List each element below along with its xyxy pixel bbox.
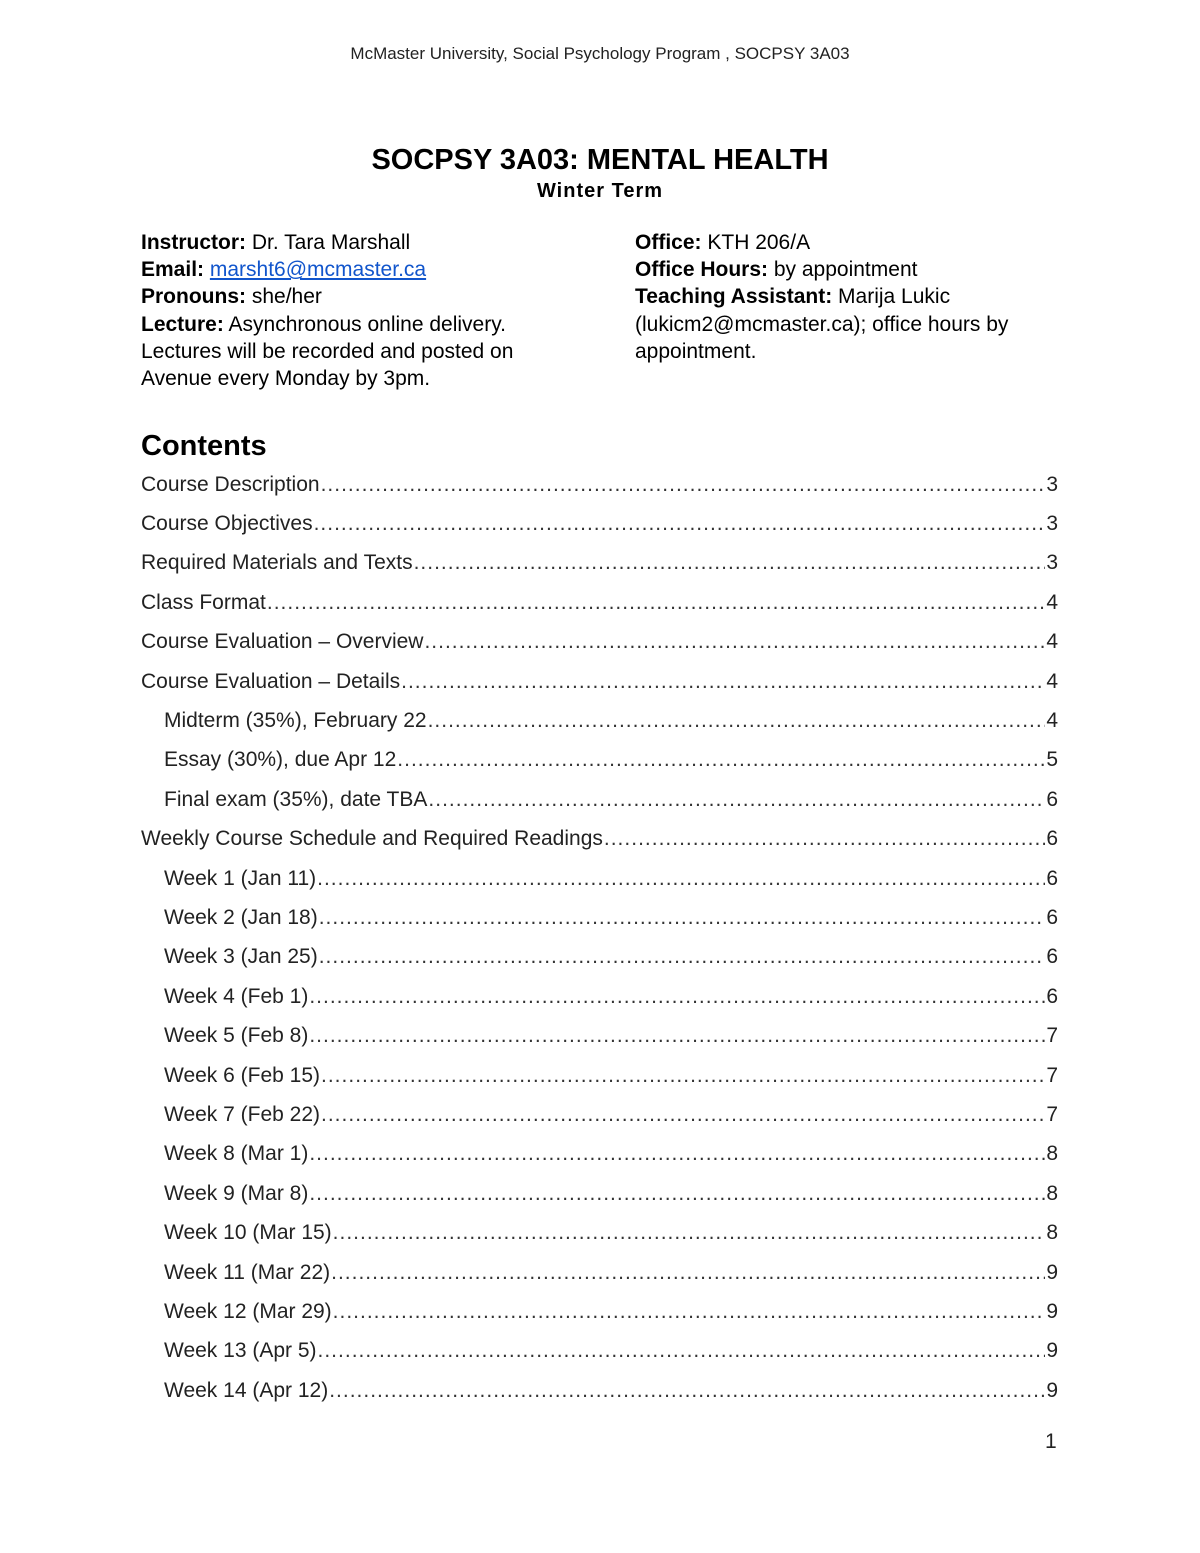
- toc-dot-leader: [309, 1024, 1045, 1048]
- pronouns-label: Pronouns:: [141, 285, 246, 309]
- toc-entry[interactable]: [141, 1135, 1058, 1174]
- email-link[interactable]: marsht6@mcmaster.ca: [209, 258, 427, 282]
- toc-entry-page: 3: [1046, 551, 1058, 575]
- toc-entry-title: Essay (30%), due Apr 12: [164, 748, 397, 772]
- toc-entry[interactable]: [141, 1174, 1058, 1213]
- toc-entry-title: Week 7 (Feb 22): [164, 1102, 321, 1126]
- toc-entry-title: Week 4 (Feb 1): [164, 984, 309, 1008]
- email-line: [141, 256, 581, 283]
- instructor-value: Dr. Tara Marshall: [251, 231, 411, 254]
- instructor-line: [141, 229, 581, 256]
- toc-entry-title: Required Materials and Texts: [141, 551, 413, 575]
- toc-entry-page: 4: [1046, 590, 1058, 614]
- toc-entry-page: 9: [1046, 1299, 1058, 1323]
- toc-entry[interactable]: [141, 741, 1058, 780]
- toc-entry-title: Week 9 (Mar 8): [164, 1181, 309, 1205]
- toc-dot-leader: [428, 709, 1046, 733]
- toc-entry-page: 4: [1046, 709, 1058, 733]
- toc-entry-title: Course Objectives: [141, 512, 313, 536]
- toc-entry-page: 3: [1046, 512, 1058, 536]
- toc-dot-leader: [309, 1182, 1045, 1206]
- toc-dot-leader: [604, 827, 1045, 851]
- toc-dot-leader: [319, 906, 1046, 930]
- page-number: 1: [1045, 1430, 1057, 1453]
- toc-entry-title: Week 12 (Mar 29): [164, 1299, 332, 1323]
- toc-dot-leader: [309, 1142, 1045, 1166]
- office-value: KTH 206/A: [707, 231, 811, 254]
- toc-dot-leader: [329, 1379, 1045, 1403]
- pronouns-value: she/her: [251, 285, 322, 309]
- toc-entry-title: Week 6 (Feb 15): [164, 1063, 321, 1087]
- toc-entry-title: Midterm (35%), February 22: [164, 709, 427, 733]
- toc-dot-leader: [319, 945, 1046, 969]
- toc-entry-title: Course Evaluation – Details: [141, 669, 401, 693]
- office-hours-line: [635, 256, 1075, 283]
- toc-dot-leader: [314, 512, 1046, 536]
- title-block: [0, 142, 1200, 204]
- toc-entry-title: Week 3 (Jan 25): [164, 945, 318, 969]
- office-label: Office:: [635, 231, 702, 254]
- toc-entry-page: 9: [1046, 1260, 1058, 1284]
- toc-entry-page: 7: [1046, 1024, 1058, 1048]
- lecture-value: Asynchronous online delivery.: [228, 312, 506, 336]
- toc-entry-page: 9: [1046, 1378, 1058, 1402]
- toc-entry-title: Weekly Course Schedule and Required Readings: [141, 827, 603, 851]
- toc-entry[interactable]: [141, 465, 1058, 504]
- toc-entry-page: 5: [1046, 748, 1058, 772]
- office-line: [635, 229, 1075, 256]
- toc-entry-page: 4: [1046, 630, 1058, 654]
- toc-entry[interactable]: [141, 859, 1058, 898]
- instructor-label: Instructor:: [141, 231, 246, 254]
- ta-value-line-3: appointment.: [635, 339, 757, 363]
- course-info-left: [141, 229, 581, 392]
- toc-entry-title: Week 13 (Apr 5): [164, 1339, 317, 1363]
- toc-entry-title: Week 5 (Feb 8): [164, 1024, 309, 1048]
- toc-entry-title: Final exam (35%), date TBA: [164, 787, 428, 811]
- toc-entry[interactable]: [141, 1371, 1058, 1410]
- toc-entry-page: 6: [1046, 787, 1058, 811]
- toc-entry[interactable]: [141, 662, 1058, 701]
- toc-dot-leader: [333, 1300, 1046, 1324]
- toc-entry[interactable]: [141, 1253, 1058, 1292]
- toc-entry-title: Week 1 (Jan 11): [164, 866, 317, 890]
- toc-entry[interactable]: [141, 820, 1058, 859]
- toc-entry[interactable]: [141, 1332, 1058, 1371]
- lecture-value-line-2: Lectures will be recorded and posted on: [141, 339, 514, 363]
- ta-label: Teaching Assistant:: [635, 285, 833, 309]
- toc-entry[interactable]: [141, 583, 1058, 622]
- toc-entry-title: Week 10 (Mar 15): [164, 1221, 332, 1245]
- ta-value: Marija Lukic: [838, 285, 951, 309]
- ta-line: [635, 283, 1075, 310]
- toc-entry-page: 8: [1046, 1142, 1058, 1166]
- toc-dot-leader: [317, 867, 1045, 891]
- toc-entry-page: 8: [1046, 1181, 1058, 1205]
- office-hours-value: by appointment: [773, 258, 918, 282]
- toc-dot-leader: [309, 985, 1045, 1009]
- toc-entry-page: 6: [1046, 984, 1058, 1008]
- toc-dot-leader: [414, 551, 1046, 575]
- toc-entry-title: Week 2 (Jan 18): [164, 905, 318, 929]
- toc-entry-page: 8: [1046, 1221, 1058, 1245]
- toc-entry[interactable]: [141, 1016, 1058, 1055]
- toc-dot-leader: [321, 1103, 1045, 1127]
- running-header: McMaster University, Social Psychology Program , SOCPSY 3A03: [350, 44, 850, 63]
- toc-entry-title: Week 11 (Mar 22): [164, 1260, 331, 1284]
- contents-heading: Contents: [141, 430, 267, 462]
- toc-entry-page: 6: [1046, 905, 1058, 929]
- page-subtitle: Winter Term: [536, 180, 664, 202]
- lecture-label: Lecture:: [141, 312, 224, 336]
- toc-entry-title: Course Description: [141, 472, 320, 496]
- toc-entry-page: 7: [1046, 1063, 1058, 1087]
- toc-entry-page: 9: [1046, 1339, 1058, 1363]
- toc-entry-title: Week 14 (Apr 12): [164, 1378, 329, 1402]
- toc-dot-leader: [428, 788, 1045, 812]
- toc-entry-page: 6: [1046, 945, 1058, 969]
- toc-entry-title: Class Format: [141, 590, 266, 614]
- toc-dot-leader: [333, 1221, 1046, 1245]
- email-label: Email:: [141, 258, 205, 282]
- toc-entry[interactable]: [141, 623, 1058, 662]
- table-of-contents: [141, 465, 1058, 1410]
- toc-entry[interactable]: [141, 701, 1058, 740]
- toc-dot-leader: [424, 630, 1045, 654]
- toc-entry[interactable]: [141, 504, 1058, 543]
- toc-entry[interactable]: [141, 1095, 1058, 1134]
- toc-entry[interactable]: [141, 1213, 1058, 1252]
- toc-entry-page: 7: [1046, 1102, 1058, 1126]
- toc-entry-page: 6: [1046, 866, 1058, 890]
- toc-dot-leader: [267, 591, 1045, 615]
- toc-dot-leader: [401, 670, 1045, 694]
- lecture-value-line-3: Avenue every Monday by 3pm.: [141, 367, 431, 391]
- toc-dot-leader: [321, 1064, 1045, 1088]
- toc-entry[interactable]: [141, 1292, 1058, 1331]
- toc-entry-title: Week 8 (Mar 1): [164, 1142, 309, 1166]
- course-info-right: [635, 229, 1075, 365]
- lecture-line: [141, 311, 581, 338]
- ta-value-line-2: (lukicm2@mcmaster.ca); office hours by: [635, 312, 1009, 336]
- toc-entry[interactable]: [141, 544, 1058, 583]
- toc-dot-leader: [318, 1339, 1046, 1363]
- toc-entry[interactable]: [141, 977, 1058, 1016]
- toc-entry-page: 6: [1046, 827, 1058, 851]
- toc-entry-page: 4: [1046, 669, 1058, 693]
- toc-dot-leader: [397, 748, 1045, 772]
- pronouns-line: [141, 283, 581, 310]
- toc-entry-page: 3: [1046, 472, 1058, 496]
- toc-dot-leader: [321, 473, 1046, 497]
- toc-entry[interactable]: [141, 938, 1058, 977]
- toc-entry[interactable]: [141, 780, 1058, 819]
- toc-entry[interactable]: [141, 898, 1058, 937]
- toc-entry[interactable]: [141, 1056, 1058, 1095]
- page-title: SOCPSY 3A03: MENTAL HEALTH: [371, 144, 829, 176]
- toc-entry-title: Course Evaluation – Overview: [141, 630, 424, 654]
- toc-dot-leader: [331, 1261, 1045, 1285]
- office-hours-label: Office Hours:: [635, 258, 769, 282]
